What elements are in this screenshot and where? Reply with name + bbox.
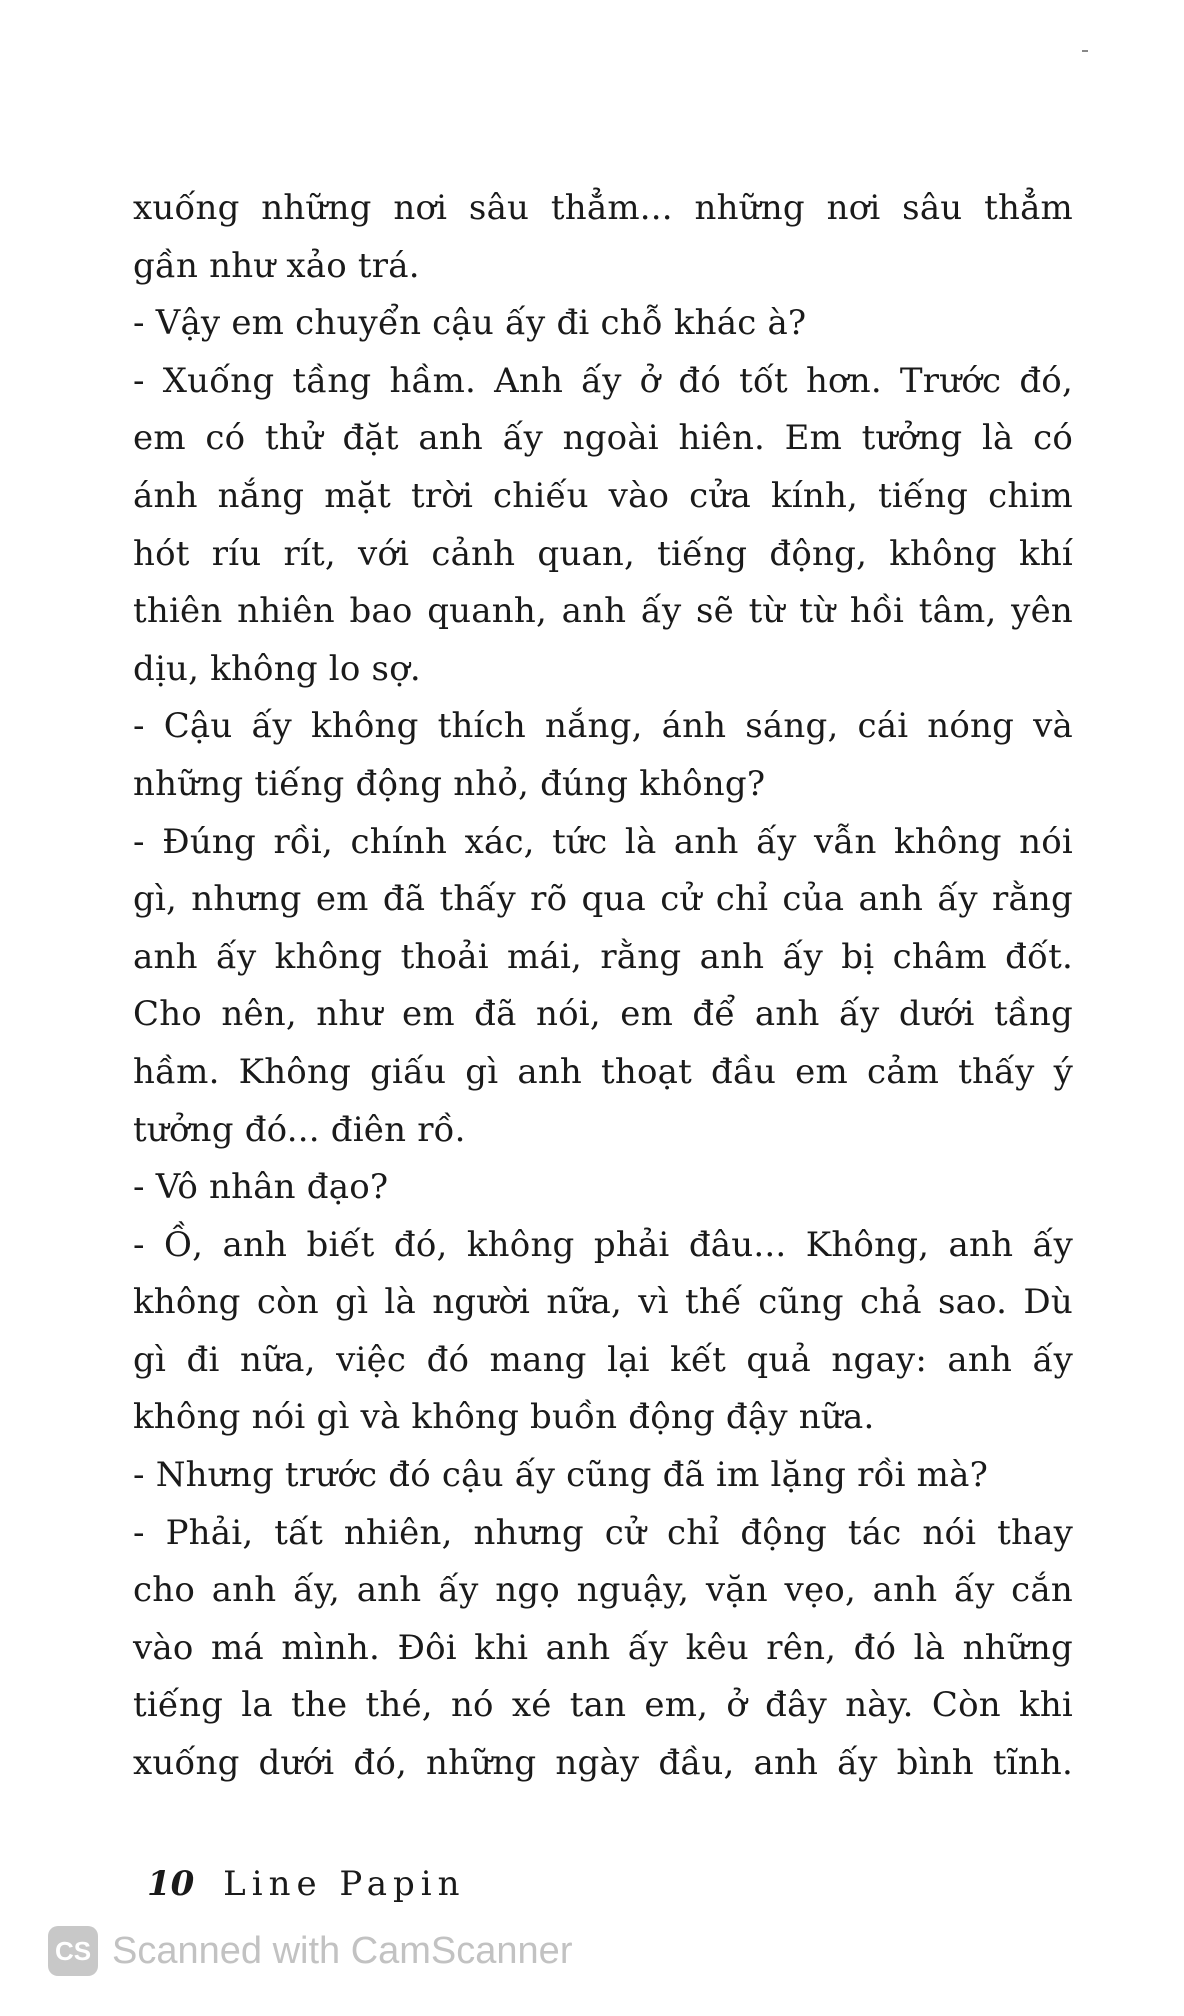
text-line: gì, nhưng em đã thấy rõ qua cử chỉ của anh ấy rằng [133,879,1073,920]
text-line: - Đúng rồi, chính xác, tức là anh ấy vẫn không nói [133,821,1073,862]
text-line: - Cậu ấy không thích nắng, ánh sáng, cái nóng và [133,706,1073,747]
text-line: - Ồ, anh biết đó, không phải đâu... Không, anh ấy [133,1224,1073,1265]
text-line: gì đi nữa, việc đó mang lại kết quả ngay: anh ấy [133,1339,1073,1380]
text-line: anh ấy không thoải mái, rằng anh ấy bị châm đốt. [133,936,1073,977]
text-line: những tiếng động nhỏ, đúng không? [133,763,766,804]
text-line: vào má mình. Đôi khi anh ấy kêu rên, đó là những [133,1627,1073,1668]
text-line: không còn gì là người nữa, vì thế cũng chả sao. Dù [133,1282,1073,1323]
text-line: cho anh ấy, anh ấy ngọ nguậy, vặn vẹo, anh ấy cắn [133,1570,1073,1611]
text-line: hót ríu rít, với cảnh quan, tiếng động, không khí [133,533,1073,574]
camscanner-watermark [48,1925,572,1977]
text-line: - Xuống tầng hầm. Anh ấy ở đó tốt hơn. Trước đó, [133,360,1073,401]
text-line: - Vô nhân đạo? [133,1167,389,1208]
text-line: không nói gì và không buồn động đậy nữa. [133,1397,875,1438]
text-line: - Vậy em chuyển cậu ấy đi chỗ khác à? [133,303,807,344]
text-line: gần như xảo trá. [133,245,420,286]
text-line: dịu, không lo sợ. [133,648,421,689]
text-line: tưởng đó... điên rồ. [133,1109,466,1150]
page-footer [147,1860,466,1908]
author-name: Line Papin [223,1864,466,1904]
text-line: thiên nhiên bao quanh, anh ấy sẽ từ từ hồi tâm, yên [133,591,1073,632]
text-line: - Phải, tất nhiên, nhưng cử chỉ động tác nói thay [133,1512,1073,1553]
page-body-text [133,180,1073,1793]
text-line: xuống những nơi sâu thẳm... những nơi sâu thẳm [133,188,1073,228]
text-line: hầm. Không giấu gì anh thoạt đầu em cảm thấy ý [133,1051,1073,1092]
page-number: 10 [147,1864,195,1904]
text-line: Cho nên, như em đã nói, em để anh ấy dưới tầng [133,994,1073,1035]
text-line: ánh nắng mặt trời chiếu vào cửa kính, tiếng chim [133,475,1073,516]
text-line: - Nhưng trước đó cậu ấy cũng đã im lặng rồi mà? [133,1455,989,1496]
text-line: tiếng la the thé, nó xé tan em, ở đây này. Còn khi [133,1685,1073,1726]
text-line: em có thử đặt anh ấy ngoài hiên. Em tưởng là có [133,418,1073,459]
scan-mark [1082,50,1088,52]
camscanner-logo-icon: CS [48,1926,98,1976]
text-line: xuống dưới đó, những ngày đầu, anh ấy bình tĩnh. [133,1743,1073,1784]
watermark-text: Scanned with CamScanner [112,1929,573,1972]
